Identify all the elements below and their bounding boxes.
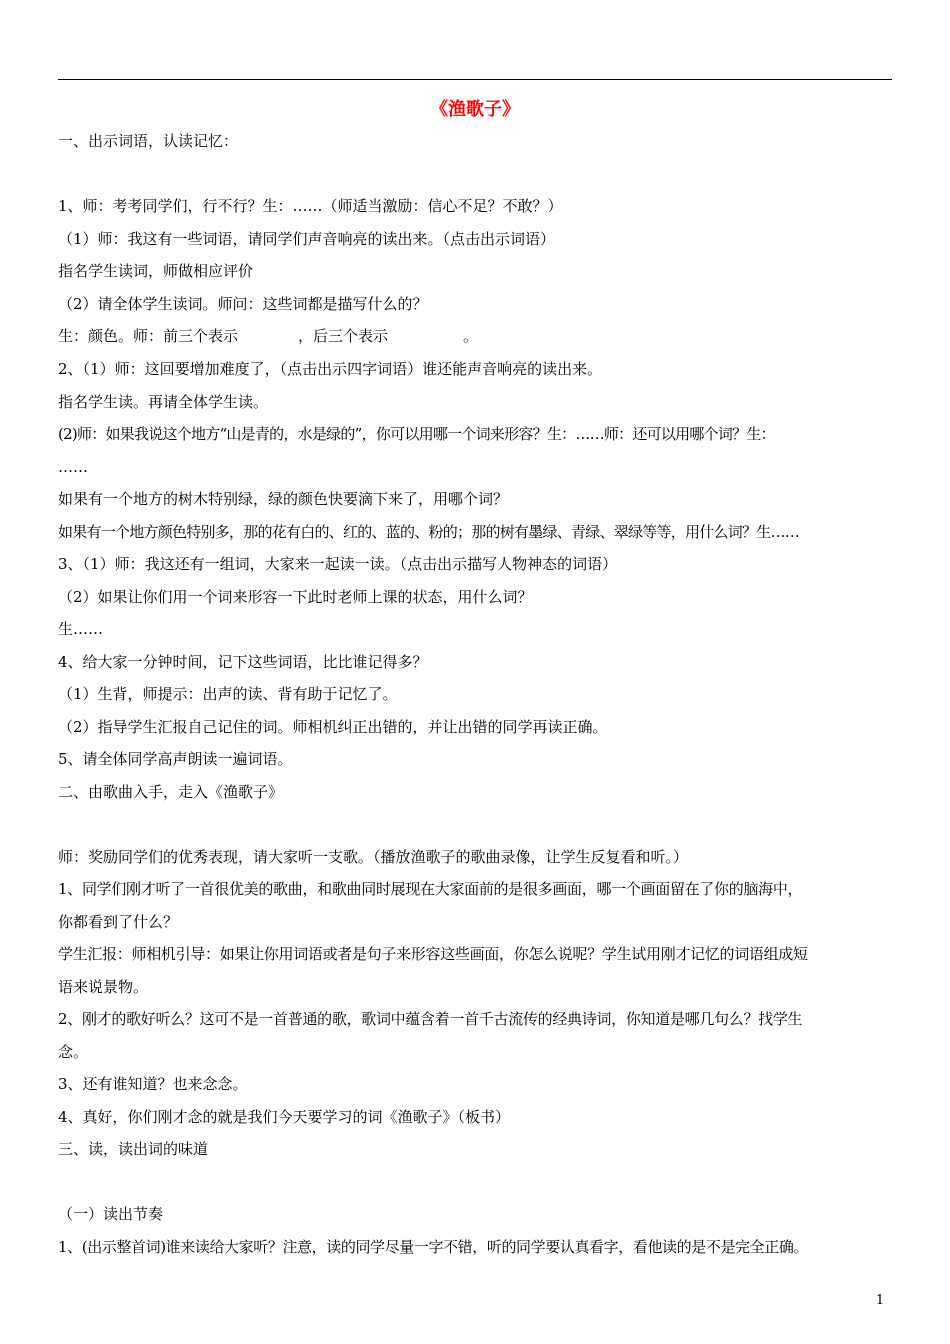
section-heading-3: 三、读，读出词的味道 [58,1140,209,1158]
paragraph-line: 2、刚才的歌好听么？这可不是一首普通的歌，歌词中蕴含着一首千古流传的经典诗词，你知道是哪几句么？找学生 [58,1010,803,1028]
paragraph-line: 4、真好，你们刚才念的就是我们今天要学习的词《渔歌子》（板书） [58,1108,511,1126]
paragraph-line: 指名学生读。再请全体学生读。 [58,393,269,411]
paragraph-line: 念。 [58,1043,89,1061]
paragraph-line: 1、同学们刚才听了一首很优美的歌曲，和歌曲同时展现在大家面前的是很多画面，哪一个画面留在了你的脑海中， [58,880,803,898]
paragraph-line: （2）如果让你们用一个词来形容一下此时老师上课的状态，用什么词？ [58,588,533,606]
paragraph-line: 师：奖励同学们的优秀表现，请大家听一支歌。（播放渔歌子的歌曲录像，让学生反复看和听。） [58,848,689,866]
header-rule [58,79,892,80]
subsection-heading: （一）读出节奏 [58,1205,164,1223]
section-heading-1: 一、出示词语，认读记忆： [58,132,239,150]
paragraph-line: 语来说景物。 [58,978,149,996]
paragraph-line: 1、师：考考同学们，行不行？生：……（师适当激励：信心不足？不敢？） [58,197,563,215]
paragraph-line: 指名学生读词，师做相应评价 [58,262,254,280]
paragraph-line: 生…… [58,620,104,638]
paragraph-line: （2）指导学生汇报自己记住的词。师相机纠正出错的，并让出错的同学再读正确。 [58,718,608,736]
paragraph-line: 1、(出示整首词)谁来读给大家听？注意，读的同学尽量一字不错，听的同学要认真看字，看他读的是不是完全正确。 [58,1238,809,1256]
paragraph-line: （2）请全体学生读词。师问：这些词都是描写什么的？ [58,295,428,313]
document-title: 《渔歌子》 [430,99,520,120]
paragraph-line: （1）师：我这有一些词语，请同学们声音响亮的读出来。（点击出示词语） [58,230,556,248]
paragraph-line: 2、（1）师：这回要增加难度了，（点击出示四字词语）谁还能声音响亮的读出来。 [58,360,603,378]
paragraph-line: (2)师：如果我说这个地方“山是青的，水是绿的”，你可以用哪一个词来形容？生：……师：还可以用哪个词？生： [58,425,775,443]
page-number: 1 [875,1293,885,1308]
paragraph-line: 4、给大家一分钟时间，记下这些词语，比比谁记得多？ [58,653,428,671]
paragraph-line: 3、还有谁知道？也来念念。 [58,1075,248,1093]
paragraph-line: 生：颜色。师：前三个表示 ，后三个表示 。 [58,327,479,345]
paragraph-line: …… [58,458,88,476]
paragraph-line: 你都看到了什么？ [58,913,179,931]
paragraph-line: 如果有一个地方颜色特别多，那的花有白的、红的、蓝的、粉的；那的树有墨绿、青绿、翠绿等等，用什么词？生…… [58,523,800,541]
section-heading-2: 二、由歌曲入手，走入《渔歌子》 [58,783,284,801]
paragraph-line: 如果有一个地方的树木特别绿，绿的颜色快要滴下来了，用哪个词？ [58,490,509,508]
paragraph-line: 学生汇报：师相机引导：如果让你用词语或者是句子来形容这些画面，你怎么说呢？学生试用刚才记忆的词语组成短 [58,945,808,963]
paragraph-line: 5、请全体同学高声朗读一遍词语。 [58,750,293,768]
paragraph-line: 3、（1）师：我这还有一组词，大家来一起读一读。（点击出示描写人物神态的词语） [58,555,618,573]
paragraph-line: （1）生背，师提示：出声的读、背有助于记忆了。 [58,685,398,703]
